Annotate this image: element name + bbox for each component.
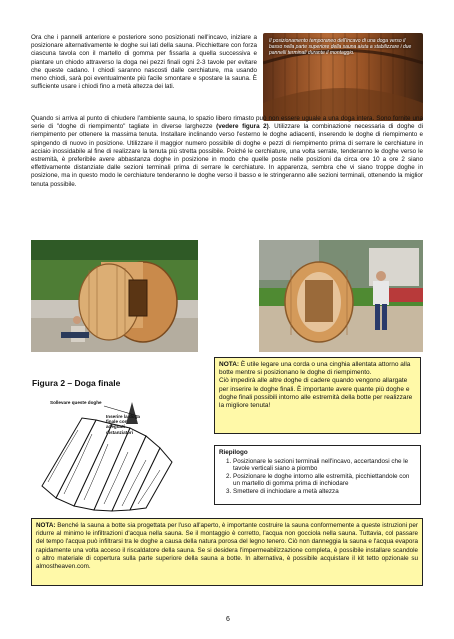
note1-label: NOTA: <box>219 361 240 368</box>
note2-text: Benché la sauna a botte sia progettata per l'uso all'aperto, è importante costruire la sauna conformemente a queste istruzioni per ridurre al minimo le infiltrazioni d'acqua nella sauna. Se il montaggio è corretto, l'acqua non gocciola nella sauna. Tuttavia, col passare del tempo l'acqua può infiltrarsi tra le doghe a causa della natura porosa del legno tenero. Ciò non danneggia la sauna e l'acqua evapora rapidamente una volta acceso il riscaldatore della sauna. Se si desidera l'impermeabilizzazione completa, è possibile installare scandole o altro materiale di copertura sulla parte superiore della sauna a botte. In alternativa, è possibile acquistare il kit tetto opzionale su almostheaven.com. <box>36 522 418 571</box>
figure2-title: Figura 2 – Doga finale <box>32 378 121 388</box>
assembly-photo-left <box>31 240 198 352</box>
page-number: 6 <box>226 616 230 623</box>
para2-text-a: Quando si arriva al punto di chiudere l'ambiente sauna, lo spazio libero rimasto può non essere uguale a una doga intera. Sono fornite una serie di "doghe di riempimento" tagliate in diverse larghezze <box>31 115 423 131</box>
note1-text-c: È importante avere quante più doghe e doghe finali possibili intorno alle estremità della botte per realizzare la migliore tenuta! <box>219 385 413 410</box>
figure2-diagram <box>34 394 204 512</box>
top-photo-caption: Il posizionamento temporaneo dell'incavo di una doga verso il basso nella parte superiore della sauna aiuta a stabilizzare i due pannelli terminali durante il montaggio. <box>269 38 412 57</box>
summary-item: 3. Smettere di inchiodare a metà altezza <box>233 488 416 496</box>
para2-text-b: . Utilizzare la combinazione necessaria di doghe di riempimento per ottenere la massima tenuta. Installare inclinando verso l'esterno le doghe adiacenti, inserendo le doghe di riempimento e spingendo di nuovo in posizione. Utilizzare il maggior numero possibile di doghe e pezzi di riempimento prima di serrare le cerchiature in acciaio inossidabile al fine di realizzare la tenuta più stretta possibile. Poiché le cerchiature, una volta serrate, tenderanno le doghe verso le estremità, è preferibile avere abbastanza doghe in posizione in modo che quelle poste nelle posizioni da circa ore 10 a ore 2 siano effettivamente distanziate dalle sezioni terminali prima di serrare le cerchiature. In apparenza, sembra che vi siano troppe doghe in posizione, ma in questo modo le cerchiature tenderanno le doghe verso il basso e le stringeranno alle sezioni terminali, ottenendo la miglior tenuta possibile. <box>31 123 423 188</box>
figure2-label-raise: Sollevare queste doghe <box>50 400 102 405</box>
note-box-rope <box>214 357 421 434</box>
summary-item: 2. Posizionare le doghe intorno alle estremità, picchiettandole con un martello di gomma prima di inchiodare <box>233 473 416 488</box>
note1-text-a: È utile legare una corda o una cinghia allentata attorno alla botte mentre si posizionano le doghe di riempimento. <box>219 361 411 377</box>
filler-staves-paragraph <box>31 115 423 189</box>
figure2-label-insert: Inserire la doga finale con adeguati distanziatori <box>106 414 140 435</box>
assembly-photo-right <box>259 240 423 352</box>
intro-paragraph: Ora che i pannelli anteriore e posteriore sono posizionati nell'incavo, iniziare a posizionare alternativamente le doghe sui lati della sauna. Picchiettare con forza ciascuna tavola con il martello di gomma per fissarla a quella successiva e piantare un chiodo attraverso la doga nei pezzi finali ogni 2-3 tavole per evitare che queste cadano. I chiodi saranno nascosti dalle cerchiature, ma usando meno chiodi, sarà poi eventualmente più facile smontare e spostare la sauna. È sufficiente usare i chiodi fino a metà altezza dei lati. <box>31 34 257 91</box>
note2-label: NOTA: <box>36 522 56 529</box>
summary-title: Riepilogo <box>219 449 248 456</box>
summary-box <box>214 445 421 505</box>
sauna-interior-photo <box>263 33 423 121</box>
note-box-waterproofing <box>31 518 423 586</box>
figure-reference: (vedere figura 2) <box>216 123 269 131</box>
note1-text-b: Ciò impedirà alle altre doghe di cadere quando vengono allargate per inserire le doghe finali. <box>219 377 408 393</box>
summary-list <box>219 458 416 496</box>
summary-item: 1. Posizionare le sezioni terminali nell'incavo, accertandosi che le tavole verticali siano a piombo <box>233 458 416 473</box>
